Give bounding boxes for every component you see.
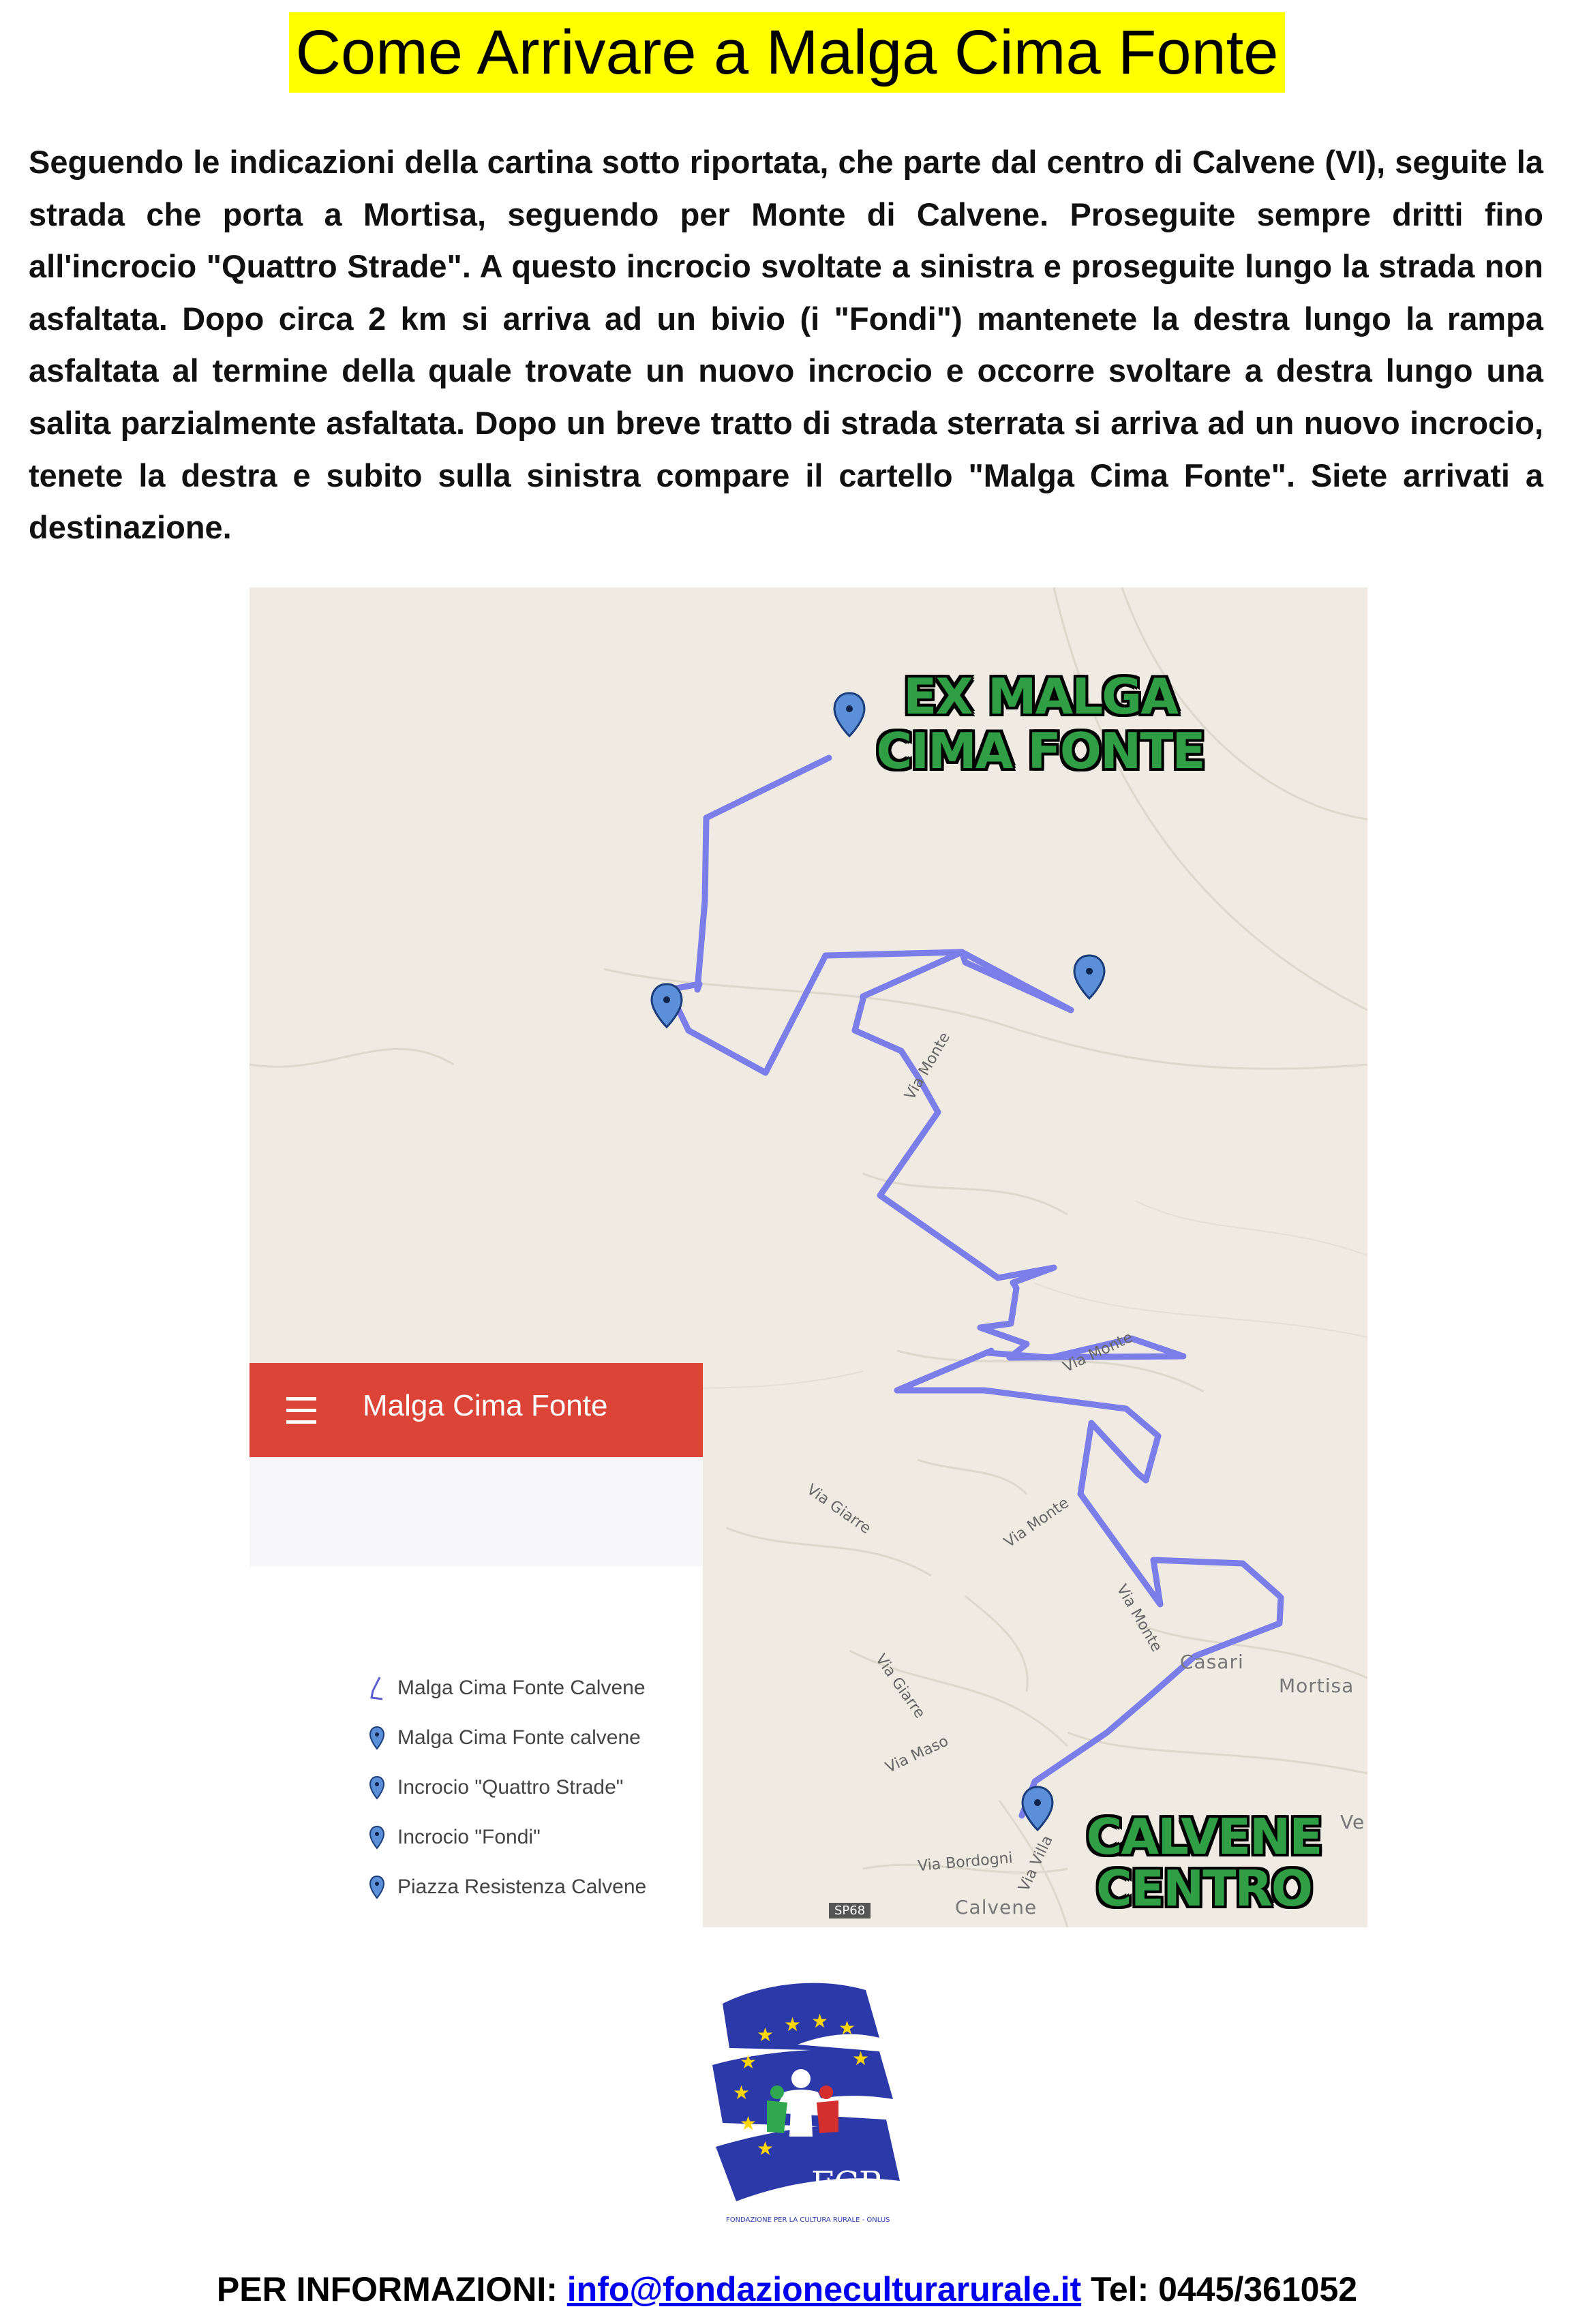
route-icon bbox=[369, 1675, 385, 1702]
road-label-via-giarre: Via Giarre bbox=[803, 1481, 874, 1538]
origin-label-line2: CENTRO bbox=[1095, 1860, 1312, 1917]
road-label-via-maso: Via Maso bbox=[883, 1732, 952, 1777]
legend-item-pin[interactable] bbox=[369, 1774, 623, 1801]
origin-label-line1: CALVENE bbox=[1086, 1808, 1322, 1865]
footer-phone: Tel: 0445/361052 bbox=[1091, 2270, 1358, 2308]
title-container bbox=[0, 12, 1574, 93]
legend-item-label: Piazza Resistenza Calvene bbox=[397, 1876, 647, 1898]
svg-text:★: ★ bbox=[757, 2023, 774, 2046]
map-panel-title: Malga Cima Fonte bbox=[363, 1389, 608, 1422]
destination-label bbox=[863, 669, 1217, 778]
svg-text:★: ★ bbox=[740, 2112, 757, 2135]
legend-item-route[interactable] bbox=[369, 1675, 646, 1702]
svg-text:★: ★ bbox=[852, 2047, 870, 2070]
road-label-via-monte: Via Monte bbox=[901, 1029, 954, 1103]
road-label-via-monte: Via Monte bbox=[1113, 1581, 1166, 1655]
map-panel-header bbox=[249, 1363, 703, 1457]
footer-label: PER INFORMAZIONI: bbox=[216, 2270, 558, 2308]
pin-icon bbox=[369, 1774, 385, 1801]
road-label-via-monte: Via Monte bbox=[1001, 1494, 1072, 1552]
svg-text:★: ★ bbox=[838, 2017, 856, 2039]
svg-text:★: ★ bbox=[733, 2081, 751, 2104]
legend-item-pin[interactable] bbox=[369, 1824, 541, 1851]
contact-footer bbox=[0, 2269, 1574, 2309]
route-map[interactable] bbox=[249, 587, 1367, 1927]
origin-label bbox=[1061, 1808, 1347, 1917]
place-label-mortisa: Mortisa bbox=[1279, 1675, 1354, 1697]
road-label-via-villa: Via Villa bbox=[1015, 1833, 1057, 1895]
hamburger-menu-icon[interactable] bbox=[286, 1397, 316, 1424]
legend-item-pin[interactable] bbox=[369, 1874, 646, 1901]
fcr-logo bbox=[709, 1976, 907, 2229]
place-label-ve: Ve bbox=[1340, 1811, 1365, 1833]
legend-item-label: Malga Cima Fonte calvene bbox=[397, 1726, 641, 1749]
destination-label-line1: EX MALGA bbox=[903, 668, 1177, 725]
email-link[interactable]: info@fondazioneculturarurale.it bbox=[566, 2270, 1082, 2308]
pin-icon bbox=[369, 1824, 385, 1851]
destination-label-line2: CIMA FONTE bbox=[876, 722, 1205, 780]
svg-text:★: ★ bbox=[811, 2010, 829, 2032]
road-label-via-bordogni: Via Bordogni bbox=[917, 1849, 1014, 1876]
svg-text:★: ★ bbox=[740, 2051, 757, 2073]
place-label-casari: Casari bbox=[1180, 1651, 1244, 1673]
place-label-calvene: Calvene bbox=[955, 1896, 1038, 1918]
svg-text:★: ★ bbox=[757, 2137, 774, 2160]
map-legend-list bbox=[249, 1566, 703, 1927]
legend-item-label: Incrocio "Fondi" bbox=[397, 1826, 541, 1848]
page-title: Come Arrivare a Malga Cima Fonte bbox=[289, 12, 1286, 93]
logo-text: FCR bbox=[811, 2165, 884, 2203]
legend-item-label: Incrocio "Quattro Strade" bbox=[397, 1776, 624, 1799]
legend-item-pin[interactable] bbox=[369, 1724, 641, 1752]
legend-item-label: Malga Cima Fonte Calvene bbox=[397, 1677, 646, 1699]
intro-paragraph: Seguendo le indicazioni della cartina sotto riportata, che parte dal centro di Calvene (VI), seguite la strada che porta a Mortisa, seguendo per Monte di Calvene. Proseguite sempre dritti fino all'incrocio "Quattro Strade". A questo incrocio svoltate a sinistra e proseguite lungo la strada non asfaltata. Dopo circa 2 km si arriva ad un bivio (i "Fondi") mantenete la destra lungo la rampa asfaltata al termine della quale trovate un nuovo incrocio e occorre svoltare a destra lungo una salita parzialmente asfaltata. Dopo un breve tratto di strada sterrata si arriva ad un nuovo incrocio, tenete la destra e subito sulla sinistra compare il cartello "Malga Cima Fonte". Siete arrivati a destinazione. bbox=[29, 144, 1543, 546]
road-label-via-giarre: Via Giarre bbox=[871, 1651, 928, 1722]
logo-subtext: FONDAZIONE PER LA CULTURA RURALE - ONLUS bbox=[726, 2216, 890, 2224]
map-panel-description bbox=[249, 1457, 703, 1566]
road-shield-sp68: SP68 bbox=[829, 1903, 871, 1918]
road-label-via-monte: Via Monte bbox=[1060, 1328, 1136, 1377]
pin-icon bbox=[369, 1724, 385, 1752]
pin-icon bbox=[369, 1874, 385, 1901]
svg-text:★: ★ bbox=[784, 2013, 802, 2036]
